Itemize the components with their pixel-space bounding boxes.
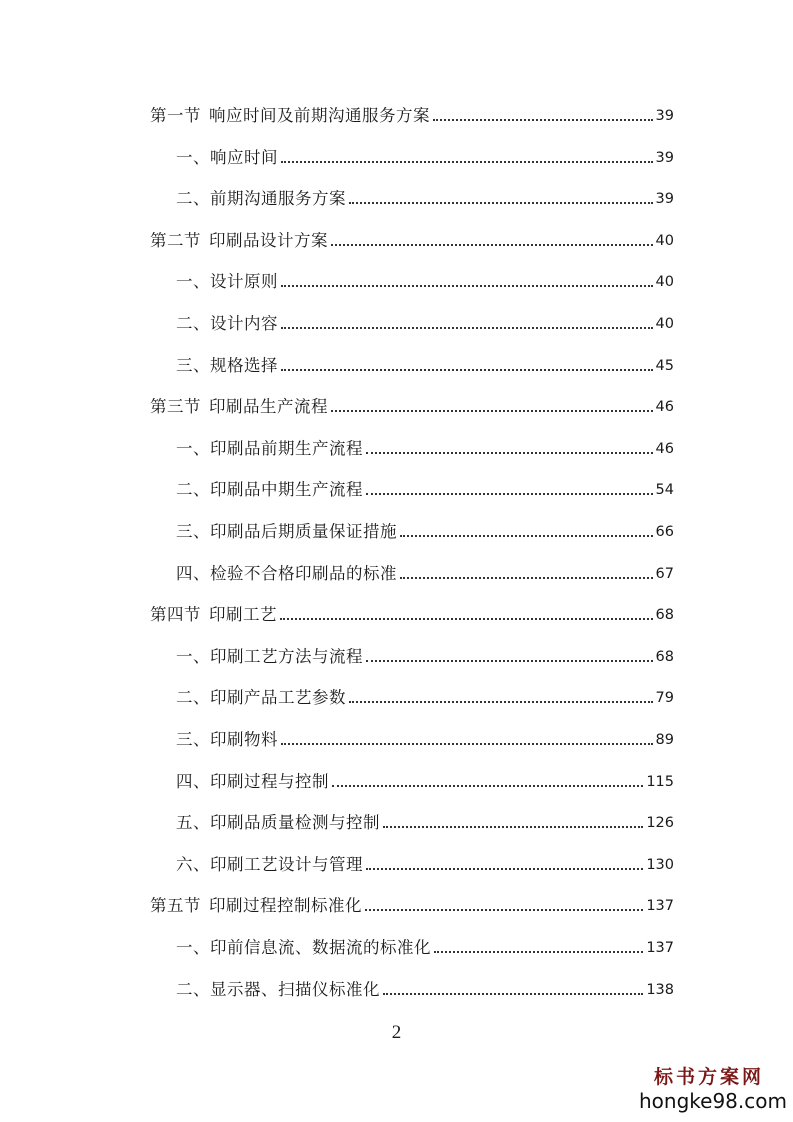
toc-entry-title: 设计原则 [210,272,278,292]
toc-entry[interactable] [150,228,674,252]
toc-entry-title: 印刷品质量检测与控制 [210,813,380,833]
toc-entry-page: 40 [655,274,674,291]
toc-entry-label [176,521,397,543]
toc-entry-page: 68 [655,607,674,624]
toc-entry-page: 46 [655,440,674,457]
toc-entry-label [176,271,278,293]
toc-dot-leader [349,202,653,204]
toc-entry[interactable] [176,685,674,709]
toc-entry-number: 四、 [176,771,210,791]
toc-dot-leader [281,369,653,371]
toc-entry[interactable] [176,145,674,169]
toc-entry[interactable] [176,269,674,293]
toc-entry-page: 79 [655,690,674,707]
toc-entry-title: 印刷工艺 [209,605,277,625]
toc-entry-label [176,854,363,876]
toc-entry-title: 印刷产品工艺参数 [210,688,346,708]
toc-entry-label [176,729,278,751]
toc-entry[interactable] [176,935,674,959]
toc-entry-title: 印刷品中期生产流程 [210,480,363,500]
toc-entry[interactable] [150,394,674,418]
toc-dot-leader [366,660,653,662]
page-number: 2 [391,1022,402,1043]
toc-dot-leader [280,618,653,620]
toc-entry-label [176,479,363,501]
toc-entry-title: 印刷工艺设计与管理 [210,854,363,874]
toc-dot-leader [366,868,643,870]
toc-entry[interactable] [176,977,674,1001]
toc-dot-leader [281,161,653,163]
toc-entry-number: 三、 [176,522,210,541]
toc-entry-title: 响应时间 [210,147,278,167]
toc-entry-label [176,687,346,709]
toc-entry-number: 三、 [176,355,210,375]
toc-entry-number: 一、 [176,646,210,666]
toc-entry-number: 一、 [176,272,210,292]
toc-entry[interactable] [176,644,674,668]
toc-entry-label [176,979,380,1001]
toc-entry-label [150,105,430,127]
toc-entry-page: 67 [655,565,674,582]
toc-entry-number: 二、 [176,480,210,500]
toc-entry-page: 54 [655,482,674,499]
toc-entry[interactable] [176,186,674,210]
toc-dot-leader [365,909,643,911]
toc-entry-title: 设计内容 [210,314,278,333]
toc-entry-title: 印刷品前期生产流程 [210,438,363,458]
watermark [639,1066,787,1114]
toc-entry-page: 40 [655,316,674,332]
toc-entry-label [150,230,328,252]
toc-entry[interactable] [176,477,674,501]
watermark-title: 标书方案网 [653,1066,764,1088]
toc-entry-number: 六、 [176,854,210,874]
toc-entry-title: 显示器、扫描仪标准化 [210,979,380,999]
toc-entry-label [176,188,346,210]
toc-entry-label [176,438,363,460]
toc-entry[interactable] [176,311,674,335]
toc-entry-page: 45 [655,357,674,374]
toc-dot-leader [366,452,653,454]
toc-dot-leader [281,743,653,745]
toc-entry[interactable] [150,602,674,626]
toc-dot-leader [331,244,653,246]
toc-entry-number: 五、 [176,813,210,833]
toc-entry[interactable] [150,103,674,127]
toc-dot-leader [331,410,653,412]
toc-entry-label [176,355,278,377]
toc-entry-number: 一、 [176,147,210,167]
toc-entry-title: 印刷工艺方法与流程 [210,646,363,666]
toc-entry-title: 印前信息流、数据流的标准化 [210,938,431,957]
toc-entry-title: 印刷过程与控制 [210,771,329,791]
toc-entry-label [176,313,278,335]
toc-dot-leader [281,327,653,329]
toc-entry-title: 响应时间及前期沟通服务方案 [209,106,430,125]
toc-entry-page: 40 [655,232,674,249]
toc-entry-page: 46 [655,399,674,416]
toc-entry-label [176,937,431,959]
toc-entry-number: 一、 [176,938,210,957]
toc-entry-label [176,563,397,585]
toc-entry[interactable] [150,893,674,917]
toc-entry-label [150,895,362,917]
toc-dot-leader [281,285,653,287]
toc-entry-number: 四、 [176,563,210,583]
toc-entry-label [176,147,278,169]
toc-entry-title: 印刷品设计方案 [209,230,328,250]
toc-entry-number: 二、 [176,189,210,209]
toc-entry-label [176,812,380,834]
toc-entry-number: 第五节 [150,896,201,916]
toc-entry[interactable] [176,810,674,834]
toc-entry[interactable] [176,727,674,751]
toc-entry-number: 二、 [176,314,210,333]
toc-dot-leader [332,785,643,787]
toc-entry[interactable] [176,436,674,460]
toc-entry-page: 39 [655,108,674,124]
toc-entry-number: 二、 [176,688,210,708]
toc-entry-title: 印刷品生产流程 [209,397,328,417]
toc-dot-leader [349,701,653,703]
toc-entry-number: 第三节 [150,397,201,417]
toc-dot-leader [433,119,653,121]
toc-entry-page: 89 [655,732,674,748]
toc-entry-page: 66 [655,524,674,540]
toc-entry[interactable] [176,561,674,585]
toc-entry[interactable] [176,852,674,876]
toc-entry[interactable] [176,519,674,543]
toc-entry-number: 一、 [176,438,210,458]
toc-entry-page: 68 [655,648,674,665]
toc-entry-page: 137 [646,898,674,915]
toc-entry-title: 前期沟通服务方案 [210,189,346,209]
toc-entry-label [150,396,328,418]
toc-entry-page: 39 [655,191,674,208]
toc-entry-title: 检验不合格印刷品的标准 [210,563,397,583]
toc-entry[interactable] [176,353,674,377]
toc-entry-number: 第一节 [150,106,201,125]
toc-dot-leader [383,826,643,828]
toc-entry-number: 三、 [176,730,210,749]
watermark-url: hongke98.com [639,1089,787,1113]
toc-entry-title: 规格选择 [210,355,278,375]
toc-entry-page: 126 [646,815,674,832]
toc-dot-leader [383,993,643,995]
toc-dot-leader [366,493,653,495]
toc-entry-title: 印刷物料 [210,730,278,749]
toc-entry-page: 115 [646,773,674,790]
toc-entry[interactable] [176,769,674,793]
toc-entry-label [176,771,329,793]
toc-entry-label [176,646,363,668]
toc-entry-label [150,604,277,626]
toc-entry-title: 印刷品后期质量保证措施 [210,522,397,541]
toc-entry-page: 130 [646,856,674,873]
toc-dot-leader [400,577,653,579]
toc-entry-number: 二、 [176,979,210,999]
toc-entry-number: 第二节 [150,230,201,250]
toc-dot-leader [400,535,653,537]
toc-entry-page: 39 [655,149,674,166]
toc-entry-number: 第四节 [150,605,201,625]
toc-entry-page: 137 [646,940,674,956]
toc-dot-leader [434,951,643,953]
toc-entry-page: 138 [646,981,674,998]
toc-entry-title: 印刷过程控制标准化 [209,896,362,916]
